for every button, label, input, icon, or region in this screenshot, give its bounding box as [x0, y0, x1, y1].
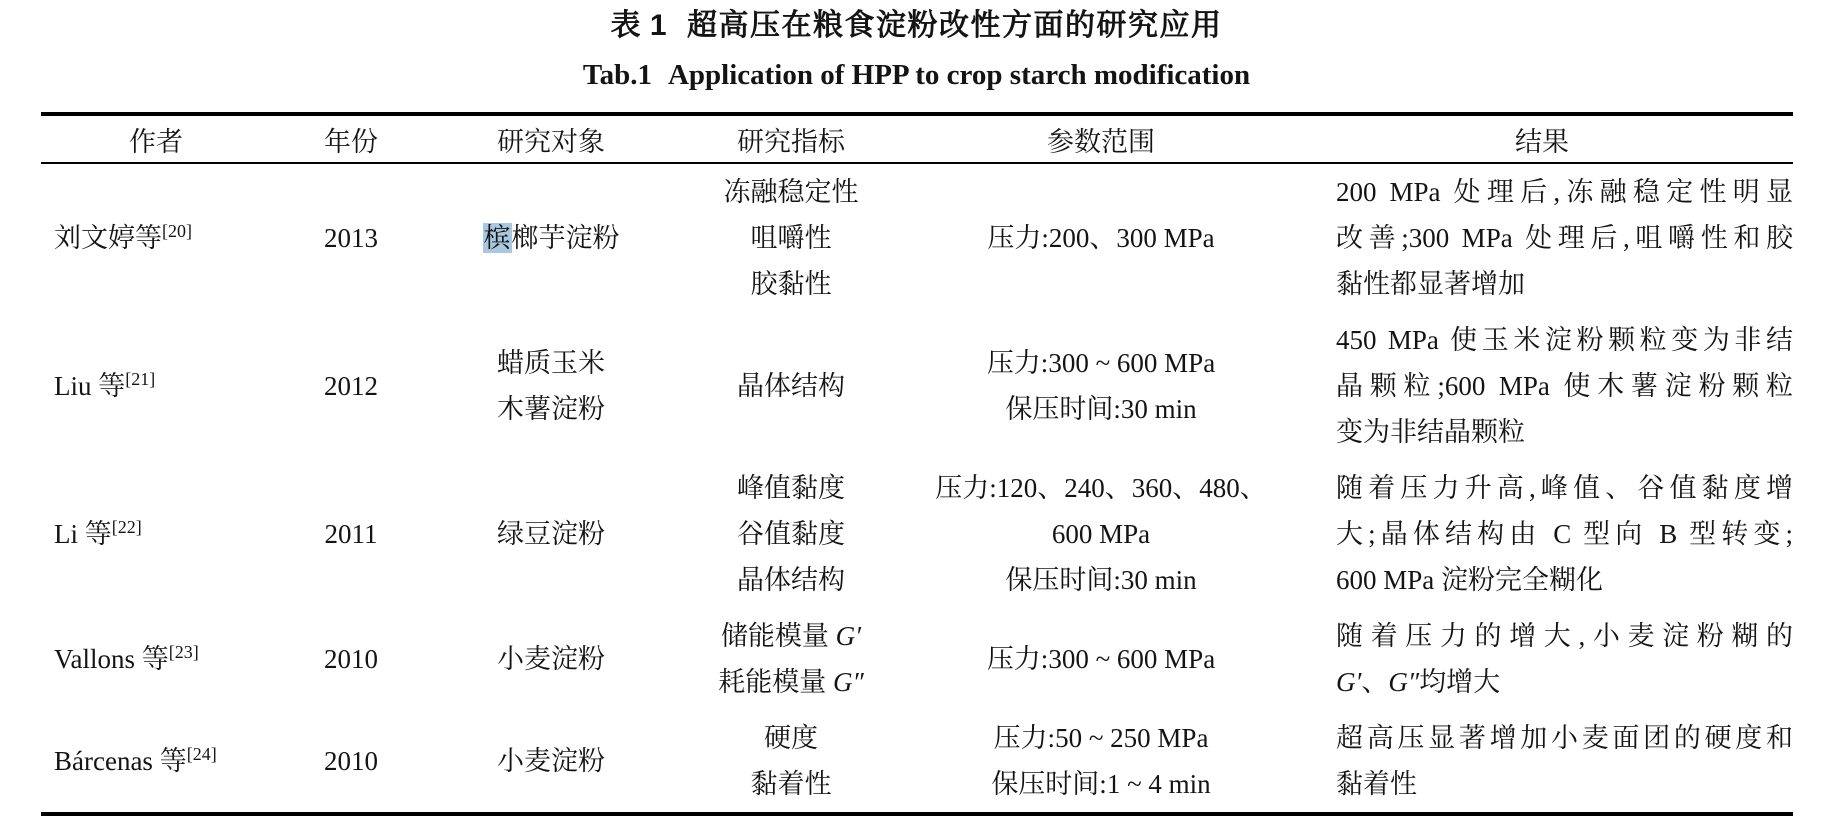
cell-author: Liu 等[21]: [54, 369, 156, 401]
column-header-year: 年份: [271, 114, 431, 163]
table-row: [41, 710, 1793, 814]
table-title-en: [0, 56, 1833, 94]
table-row: [41, 608, 1793, 710]
table-body: [41, 163, 1793, 814]
header-row: [41, 114, 1793, 163]
starch-research-table: [41, 112, 1793, 816]
cell-object: 蜡质玉米 木薯淀粉: [497, 348, 605, 424]
table-title-en-text: Application of HPP to crop starch modification: [667, 59, 1251, 91]
cell-indicator: 冻融稳定性 咀嚼性 胶黏性: [723, 177, 859, 299]
cell-author: Vallons 等[23]: [54, 642, 199, 674]
cell-indicator: 晶体结构: [737, 371, 845, 401]
cell-params: 压力:300 ~ 600 MPa: [986, 644, 1216, 674]
cell-year: 2011: [324, 519, 378, 549]
column-header-params: 参数范围: [911, 114, 1291, 163]
cell-params: 压力:120、240、360、480、 600 MPa 保压时间:30 min: [935, 473, 1267, 595]
cell-params: 压力:50 ~ 250 MPa 保压时间:1 ~ 4 min: [991, 723, 1211, 799]
cell-year: 2012: [324, 371, 378, 401]
table-number-cn: 表 1: [610, 9, 668, 42]
table-title-cn: [0, 0, 1833, 46]
column-header-author: 作者: [41, 114, 271, 163]
cell-year: 2010: [324, 746, 378, 776]
table-row: [41, 163, 1793, 312]
table-title-cn-text: 超高压在粮食淀粉改性方面的研究应用: [687, 9, 1223, 42]
column-header-object: 研究对象: [431, 114, 671, 163]
cell-params: 压力:300 ~ 600 MPa 保压时间:30 min: [986, 348, 1216, 424]
column-header-indicator: 研究指标: [671, 114, 911, 163]
cell-result: 200 MPa 处理后,冻融稳定性明显 改善;300 MPa 处理后,咀嚼性和胶 黏性都显著增加: [1336, 177, 1793, 299]
table-number-en: Tab.1: [582, 59, 652, 91]
cell-year: 2013: [324, 223, 378, 253]
cell-object: 小麦淀粉: [497, 746, 605, 776]
cell-indicator: 储能模量 G′ 耗能模量 G″: [718, 621, 864, 697]
cell-author: Li 等[22]: [54, 517, 142, 549]
cell-year: 2010: [324, 644, 378, 674]
cell-result: 超高压显著增加小麦面团的硬度和 黏着性: [1336, 723, 1793, 799]
highlighted-char: 槟: [483, 223, 511, 253]
table-row: [41, 460, 1793, 608]
cell-object: 小麦淀粉: [497, 644, 605, 674]
cell-author: 刘文婷等[20]: [54, 221, 192, 253]
cell-result: 450 MPa 使玉米淀粉颗粒变为非结 晶颗粒;600 MPa 使木薯淀粉颗粒 变为非结晶颗粒: [1336, 325, 1793, 447]
cell-author: Bárcenas 等[24]: [54, 744, 217, 776]
column-header-result: 结果: [1291, 114, 1793, 163]
cell-indicator: 峰值黏度 谷值黏度 晶体结构: [737, 473, 845, 595]
cell-params: 压力:200、300 MPa: [987, 223, 1215, 253]
cell-result: 随着压力的增大,小麦淀粉糊的 G′、G″均增大: [1336, 621, 1793, 697]
table-row: [41, 312, 1793, 460]
cell-indicator: 硬度 黏着性: [750, 723, 832, 799]
cell-object: 绿豆淀粉: [497, 519, 605, 549]
cell-result: 随着压力升高,峰值、谷值黏度增 大;晶体结构由 C 型向 B 型转变; 600 MPa 淀粉完全糊化: [1336, 473, 1793, 595]
cell-object: 槟榔芋淀粉: [483, 223, 620, 253]
table-container: [41, 112, 1793, 816]
